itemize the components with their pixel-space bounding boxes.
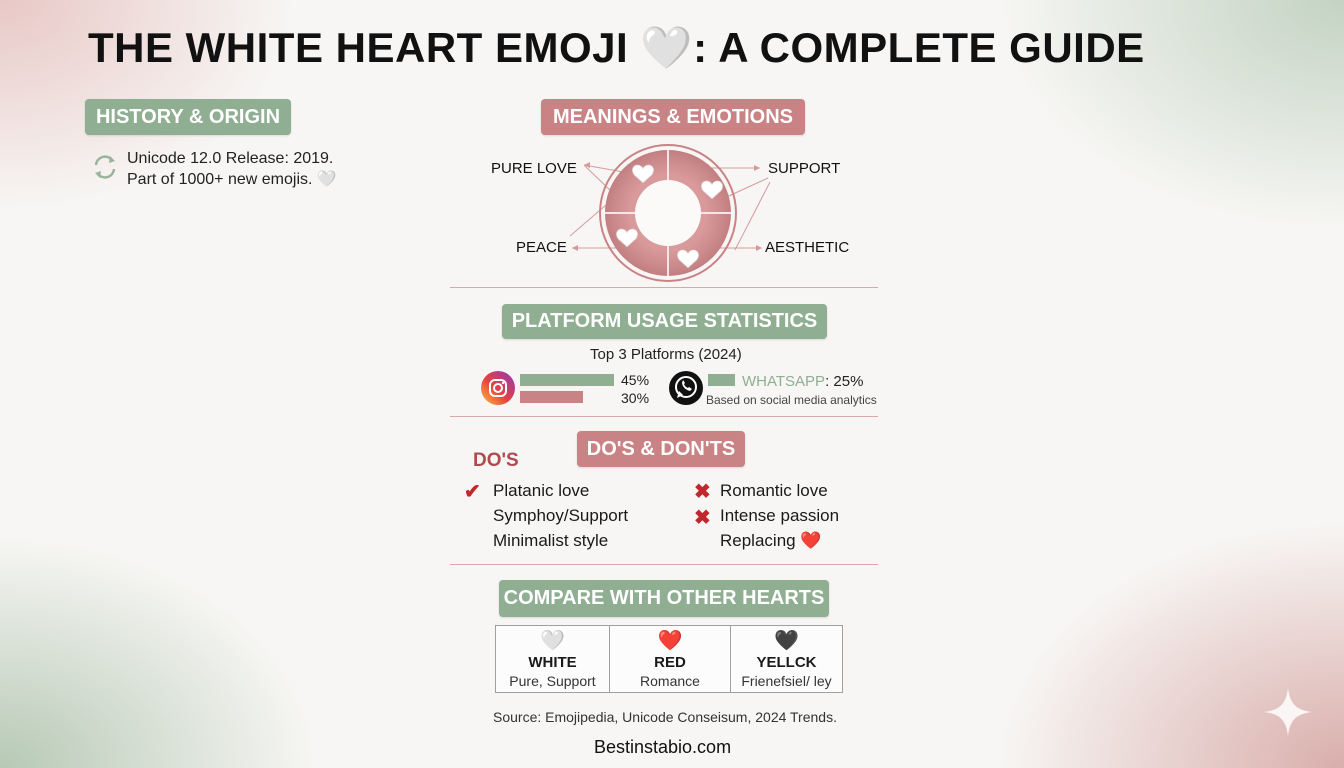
section-divider xyxy=(450,416,878,417)
label-peace: PEACE xyxy=(516,239,567,256)
refresh-cycle-icon xyxy=(90,152,120,182)
whatsapp-percent: : 25% xyxy=(825,373,864,390)
section-divider xyxy=(450,287,878,288)
compare-table xyxy=(495,625,843,693)
label-aesthetic: AESTHETIC xyxy=(765,239,850,256)
instagram-percent-1: 45% xyxy=(621,372,650,388)
check-icon: ✔ xyxy=(464,481,481,503)
compare-heading: COMPARE WITH OTHER HEARTS xyxy=(499,580,829,617)
label-pure-love: PURE LOVE xyxy=(491,160,577,177)
whatsapp-label: WHATSAPP xyxy=(742,373,826,390)
cross-icon: ✖ xyxy=(694,507,711,529)
sparkle-icon xyxy=(1262,686,1314,738)
red-heart-icon: ❤️ xyxy=(657,630,683,652)
dos-donts-heading: DO'S & DON'TS xyxy=(577,431,745,467)
compare-cell-white xyxy=(496,626,610,693)
ring-center xyxy=(635,180,701,246)
instagram-bar-primary xyxy=(520,374,614,386)
whatsapp-icon xyxy=(668,370,704,406)
do-item: Platanic love xyxy=(493,481,590,500)
black-heart-icon: 🖤 xyxy=(774,630,799,652)
history-line-1: Unicode 12.0 Release: 2019. xyxy=(127,150,334,167)
platform-heading: PLATFORM USAGE STATISTICS xyxy=(502,304,827,339)
compare-cell-black xyxy=(731,626,843,693)
section-divider xyxy=(450,564,878,565)
compare-name: YELLCK xyxy=(756,654,817,671)
site-footer: Bestinstabio.com xyxy=(594,737,732,757)
history-heading: HISTORY & ORIGIN xyxy=(85,99,291,135)
dont-item: Romantic love xyxy=(720,481,828,500)
whatsapp-bar xyxy=(708,374,735,386)
compare-desc: Romance xyxy=(640,673,700,689)
dont-item: Intense passion xyxy=(720,506,840,525)
compare-desc: Frienefsiel/ ley xyxy=(741,673,832,689)
instagram-bar-secondary xyxy=(520,391,583,403)
instagram-percent-2: 30% xyxy=(621,390,650,406)
meanings-heading: MEANINGS & EMOTIONS xyxy=(541,99,805,135)
whatsapp-stat xyxy=(742,373,863,390)
history-description xyxy=(127,148,337,190)
label-support: SUPPORT xyxy=(768,160,841,177)
do-item: Symphoy/Support xyxy=(493,506,629,525)
white-heart-icon: 🤍 xyxy=(540,630,565,652)
cross-icon: ✖ xyxy=(694,481,711,503)
history-line-2: Part of 1000+ new emojis. 🤍 xyxy=(127,171,337,188)
compare-name: RED xyxy=(654,654,686,671)
platform-subtitle: Top 3 Platforms (2024) xyxy=(590,346,742,363)
dont-item: Replacing ❤️ xyxy=(720,531,822,550)
compare-name: WHITE xyxy=(528,654,577,671)
compare-desc: Pure, Support xyxy=(509,673,596,689)
platform-note: Based on social media analytics xyxy=(706,393,877,407)
compare-cell-red xyxy=(610,626,731,693)
page-title: THE WHITE HEART EMOJI 🤍: A COMPLETE GUIDE xyxy=(88,24,1145,71)
source-citation: Source: Emojipedia, Unicode Conseisum, 2024 Trends. xyxy=(493,709,837,725)
instagram-icon xyxy=(480,370,516,406)
do-item: Minimalist style xyxy=(493,531,609,550)
dos-label: DO'S xyxy=(473,450,519,471)
